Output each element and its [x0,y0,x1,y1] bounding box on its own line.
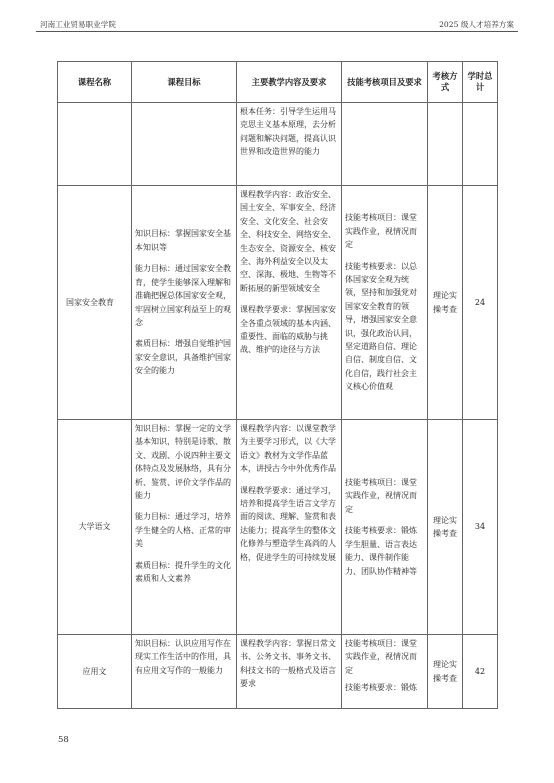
school-name: 河南工业贸易职业学院 [40,20,116,29]
content-text: 根本任务：引导学生运用马克思主义基本原理，去分析问题和解决问题，提高认识世界和改造世界的能力 [240,107,336,157]
course-name-cell: 应用文 [58,635,132,709]
course-name-cell [58,103,132,186]
method-cell [428,103,463,186]
hours-cell [463,103,498,186]
content-cell [237,420,342,635]
method-cell: 理论实操考查 [428,186,463,420]
table-row [58,635,498,709]
header-course-name: 课程名称 [58,62,132,103]
skill-requirement: 技能考核要求：以总体国家安全观为统领，坚持和加强党对国家安全教育的领导，增强国家安全意识，强化政治认同，坚定道路自信、理论自信、制度自信、文化自信，践行社会主义核心价值观 [345,261,417,392]
content-requirement: 课程教学要求：掌握国家安全各重点领域的基本内涵、重要性、面临的威胁与挑战、维护的途径与方法 [240,305,336,355]
document-title: 2025 级人才培养方案 [439,20,514,29]
skill-requirement: 技能考核要求：锻炼 [345,683,417,693]
content-text: 课程教学内容：掌握日常文书、公务文书、事务文书、科技文书的一般格式及语言要求 [240,639,336,689]
course-goal-cell [132,635,237,709]
skill-item: 技能考核项目：课堂实践作业，视情况而定 [345,639,417,675]
header-skill-assessment: 技能考核项目及要求 [342,62,428,103]
method-cell: 理论实操考查 [428,635,463,709]
content-text: 课程教学内容：政治安全、国土安全、军事安全、经济安全、文化安全、社会安全、科技安全、网络安全、生态安全、资源安全、核安全、海外利益安全以及太空、深海、极地、生物等不断拓展的新型领域安全 [240,190,336,293]
page-header [36,17,518,32]
course-name-cell: 国家安全教育 [58,186,132,420]
header-course-goal: 课程目标 [132,62,237,103]
hours-cell: 24 [463,186,498,420]
content-cell [237,103,342,186]
method-cell: 理论实操考查 [428,420,463,635]
table-header-row [58,62,498,103]
goal-knowledge: 知识目标：掌握一定的文学基本知识，特别是诗歌、散文、戏剧、小说四种主要文体特点及发展脉络，具有分析、鉴赏、评价文学作品的能力 [135,424,231,501]
goal-knowledge: 知识目标：认识应用写作在现实工作生活中的作用，具有应用文写作的一般能力 [135,639,231,675]
content-cell [237,635,342,709]
hours-cell: 34 [463,420,498,635]
skill-requirement: 技能考核要求：锻炼学生胆量、语言表达能力、课件制作能力、团队协作精神等 [345,526,417,576]
hours-cell: 42 [463,635,498,709]
header-assessment-method: 考核方式 [428,62,463,103]
page-number: 58 [58,735,69,745]
skill-cell [342,186,428,420]
content-cell [237,186,342,420]
goal-ability: 能力目标：通过国家安全教育，使学生能够深入理解和准确把握总体国家安全观，牢固树立国家利益至上的观念 [135,264,231,327]
curriculum-table [57,61,498,709]
skill-cell [342,420,428,635]
goal-quality: 素质目标：增强自觉维护国家安全意识，具备维护国家安全的能力 [135,339,231,376]
goal-ability: 能力目标：通过学习，培养学生健全的人格、正常的审美 [135,512,231,549]
goal-knowledge: 知识目标：掌握国家安全基本知识等 [135,229,231,252]
header-total-hours: 学时总计 [463,62,498,103]
skill-item: 技能考核项目：课堂实践作业，视情况而定 [345,213,417,250]
table-row [58,420,498,635]
content-requirement: 课程教学要求：通过学习，培养和提高学生语言文学方面的阅读、理解、鉴赏和表达能力；提高学生的整体文化修养与塑造学生高尚的人格，促进学生的可持续发展 [240,485,336,562]
skill-item: 技能考核项目：课堂实践作业，视情况而定 [345,478,417,514]
course-goal-cell [132,186,237,420]
content-text: 课程教学内容：以课堂教学为主要学习形式，以《大学语文》教材为文学作品蓝本，讲授古今中外优秀作品 [240,424,336,474]
course-name-cell: 大学语文 [58,420,132,635]
goal-quality: 素质目标：提升学生的文化素质和人文素养 [135,560,231,584]
table-row [58,186,498,420]
skill-cell [342,103,428,186]
table-row [58,103,498,186]
header-main-content: 主要教学内容及要求 [237,62,342,103]
skill-cell [342,635,428,709]
course-goal-cell [132,420,237,635]
course-goal-cell [132,103,237,186]
